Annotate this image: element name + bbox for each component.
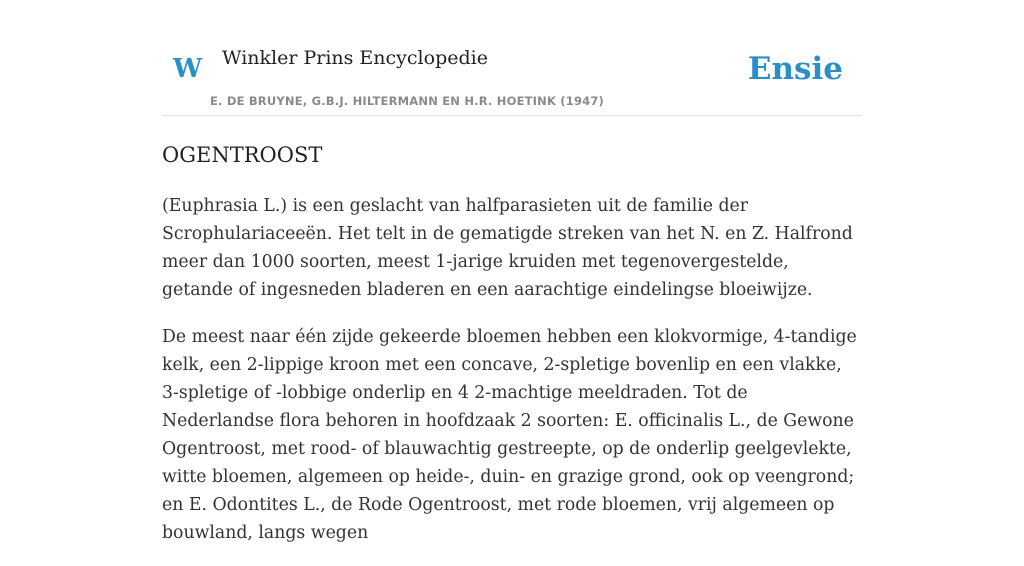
entry-paragraph: (Euphrasia L.) is een geslacht van halfparasieten uit de familie der Scrophulariaceeën. Het telt in de gematigde streken van het N. en Z. Halfrond meer dan 1000 soorten, meest 1-jarige kruiden met tegenovergestelde, getande of ingesneden bladeren en een aarachtige eindelingse bloeiwijze. (162, 196, 853, 300)
source-header (162, 0, 862, 116)
entry-body (162, 192, 862, 566)
source-logo[interactable]: W (173, 54, 203, 84)
entry-title: OGENTROOST (162, 143, 323, 167)
brand-logo-link[interactable]: Ensie (747, 51, 843, 87)
source-authors: E. DE BRUYNE, G.B.J. HILTERMANN EN H.R. HOETINK (1947) (210, 94, 605, 108)
source-title-link[interactable]: Winkler Prins Encyclopedie (222, 47, 488, 69)
entry-paragraph: De meest naar één zijde gekeerde bloemen hebben een klokvormige, 4-tandige kelk, een 2-lippige kroon met een concave, 2-spletige bovenlip en een vlakke, 3-spletige of -lobbige onderlip en 4 2-machtige meeldraden. Tot de Nederlandse flora behoren in hoofdzaak 2 soorten: E. officinalis L., de Gewone Ogentroost, met rood- of blauwachtig gestreepte, op de onderlip geelgevlekte, witte bloemen, algemeen op heide-, duin- en grazige grond, ook op veengrond; en E. Odontites L., de Rode Ogentroost, met rode bloemen, vrij algemeen op bouwland, langs wegen (162, 327, 857, 543)
article-page (162, 0, 862, 543)
